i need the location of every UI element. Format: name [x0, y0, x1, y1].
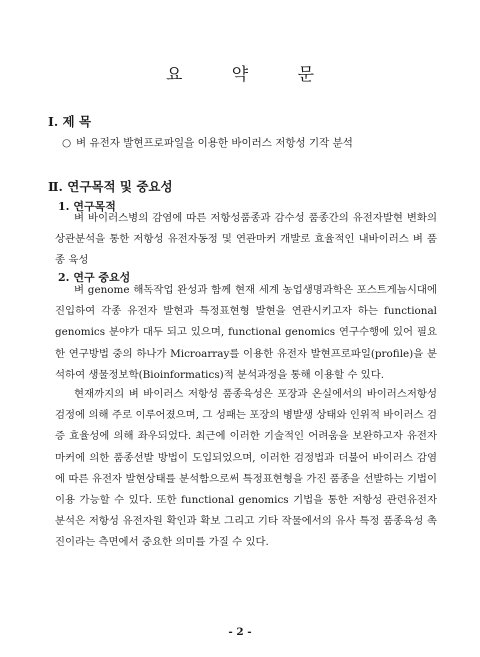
page-number: - 2 -	[228, 626, 252, 638]
subsection-2-paragraph-2: 현재까지의 벼 바이러스 저항성 품종육성은 포장과 온실에서의 바이러스저항성 검정에 의해 주로 이루어졌으며, 그 성패는 포장의 병발생 상태와 인위적 바이러스 검증 효율성에 의해 좌우되었다. 최근에 이러한 기술적인 어려움을 보완하고자 유전자 마커에 의한 품종선발 방법이 도입되었으며, 이러한 검정법과 더불어 바이러스 감염에 따른 유전자 발현상태를 분석함으로써 특정표현형을 가진 품종을 선발하는 기법이 이용 가능할 수 있다. 또한 functional genomics 기법을 통한 저항성 관련유전자 분석은 저항성 유전자원 확인과 확보 그리고 기타 작물에서의 유사 특정 품종육성 촉진이라는 측면에서 중요한 의미를 가질 수 있다.	[55, 388, 437, 549]
subsection-1-paragraph: 벼 바이러스병의 감염에 따른 저항성품종과 감수성 품종간의 유전자발현 변화의 상관분석을 통한 저항성 유전자동정 및 연관마커 개발로 효율적인 내바이러스 벼 품종 육성	[55, 212, 437, 267]
page-title: 요 약 문	[165, 65, 337, 85]
section-1-item	[62, 135, 353, 150]
section-2-heading: Ⅱ. 연구목적 및 중요성	[48, 179, 173, 194]
bullet-icon: ○	[62, 137, 72, 149]
subsection-2-heading: 2. 연구 중요성	[58, 271, 131, 284]
subsection-1-heading: 1. 연구목적	[58, 200, 116, 213]
section-1-heading: Ⅰ. 제 목	[48, 114, 92, 129]
subsection-2-paragraph-1: 벼 genome 해독작업 완성과 함께 현재 세계 농업생명과학은 포스트게놈시대에 진입하여 각종 유전자 발현과 특정표현형 발현을 연관시키고자 하는 functional genomics 분야가 대두 되고 있으며, functional genomics 연구수행에 있어 필요한 연구방법 중의 하나가 Microarray를 이용한 유전자 발현프로파일(profile)을 분석하여 생물정보학(Bioinformatics)적 분석과정을 통해 이용할 수 있다.	[55, 284, 437, 381]
section-1-item-text: 벼 유전자 발현프로파일을 이용한 바이러스 저항성 기작 분석	[76, 137, 353, 149]
